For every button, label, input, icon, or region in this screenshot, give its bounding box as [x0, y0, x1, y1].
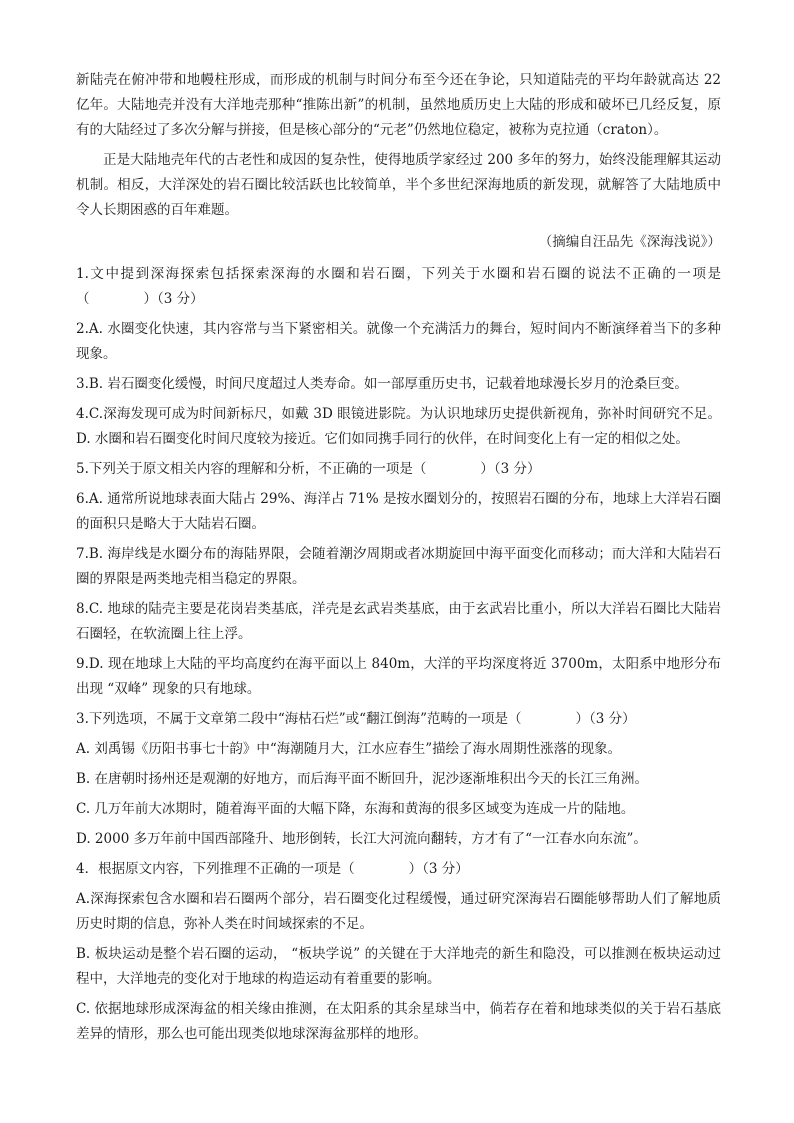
question-1: 1.文中提到深海探索包括探索深海的水圈和岩石圈，下列关于水圈和岩石圈的说法不正确的一项是（ ）（3 分）: [76, 266, 721, 307]
option-c: C. 依据地球形成深海盆的相关缘由推测，在太阳系的其余星球当中，倘若存在着和地球类似的关于岩石基底差异的情形，那么也可能出现类似地球深海盆那样的地形。: [76, 1001, 721, 1042]
option-d: D. 2000 多万年前中国西部隆升、地形倒转，长江大河流向翻转，方才有了“一江春水向东流”。: [76, 831, 647, 847]
option-c: C. 几万年前大冰期时，随着海平面的大幅下降，东海和黄海的很多区域变为连成一片的陆地。: [76, 801, 635, 817]
option-a: A. 刘禹锡《历阳书事七十韵》中“海潮随月大，江水应春生”描绘了海水周期性涨落的现象。: [76, 741, 622, 757]
passage-paragraph: 新陆壳在俯冲带和地幔柱形成，而形成的机制与时间分布至今还在争论，只知道陆壳的平均年龄就高达 22 亿年。大陆地壳并没有大洋地壳那种“推陈出新”的机制，虽然地质历史上大陆的形成和破坏已几经反复，原有的大陆经过了多次分解与拼接，但是核心部分的“元老”仍然地位稳定，被称为克拉通（craton）。: [76, 72, 721, 138]
question-4: 4．根据原文内容，下列推理不正确的一项是（ ）（3 分）: [76, 861, 469, 877]
passage-paragraph: 正是大陆地壳年代的古老性和成因的复杂性，使得地质学家经过 200 多年的努力，始终没能理解其运动机制。相反，大洋深处的岩石圈比较活跃也比较简单，半个多世纪深海地质的新发现，就解答了大陆地质中令人长期困惑的百年难题。: [76, 152, 721, 218]
question-line: 8.C. 地球的陆壳主要是花岗岩类基底，洋壳是玄武岩类基底，由于玄武岩比重小，所以大洋岩石圈比大陆岩石圈轻，在软流圈上往上浮。: [76, 601, 721, 642]
option-b: B. 板块运动是整个岩石圈的运动， “板块学说” 的关键在于大洋地壳的新生和隐没，可以推测在板块运动过程中，大洋地壳的变化对于地球的构造运动有着重要的影响。: [76, 946, 721, 987]
option-b: B. 在唐朝时扬州还是观潮的好地方，而后海平面不断回升，泥沙逐渐堆积出今天的长江三角洲。: [76, 771, 649, 787]
question-line: 2.A. 水圈变化快速，其内容常与当下紧密相关。就像一个充满活力的舞台，短时间内不断演绎着当下的多种现象。: [76, 321, 721, 362]
question-3: 3.下列选项，不属于文章第二段中“海枯石烂”或“翻江倒海”范畴的一项是（ ）（3 分）: [76, 711, 636, 727]
option-a: A.深海探索包含水圈和岩石圈两个部分，岩石圈变化过程缓慢，通过研究深海岩石圈能够帮助人们了解地质历史时期的信息，弥补人类在时间域探索的不足。: [76, 891, 721, 932]
document-page: [76, 68, 721, 1052]
question-line: 4.C.深海发现可成为时间新标尺，如戴 3D 眼镜进影院。为认识地球历史提供新视角，弥补时间研究不足。D. 水圈和岩石圈变化时间尺度较为接近。它们如同携手同行的伙伴，在时间变化上有一定的相似之处。: [76, 406, 721, 447]
question-line: 3.B. 岩石圈变化缓慢，时间尺度超过人类寿命。如一部厚重历史书，记载着地球漫长岁月的沧桑巨变。: [76, 376, 688, 392]
question-line: 9.D. 现在地球上大陆的平均高度约在海平面以上 840m，大洋的平均深度将近 3700m，太阳系中地形分布出现 “双峰” 现象的只有地球。: [76, 656, 721, 697]
question-2: 5.下列关于原文相关内容的理解和分析，不正确的一项是（ ）（3 分）: [76, 461, 541, 477]
question-line: 7.B. 海岸线是水圈分布的海陆界限，会随着潮汐周期或者冰期旋回中海平面变化而移动；而大洋和大陆岩石圈的界限是两类地壳相当稳定的界限。: [76, 546, 721, 587]
passage-source: （摘编自汪品先《深海浅说》）: [538, 234, 721, 250]
question-line: 6.A. 通常所说地球表面大陆占 29%、海洋占 71% 是按水圈划分的，按照岩石圈的分布，地球上大洋岩石圈的面积只是略大于大陆岩石圈。: [76, 491, 721, 532]
